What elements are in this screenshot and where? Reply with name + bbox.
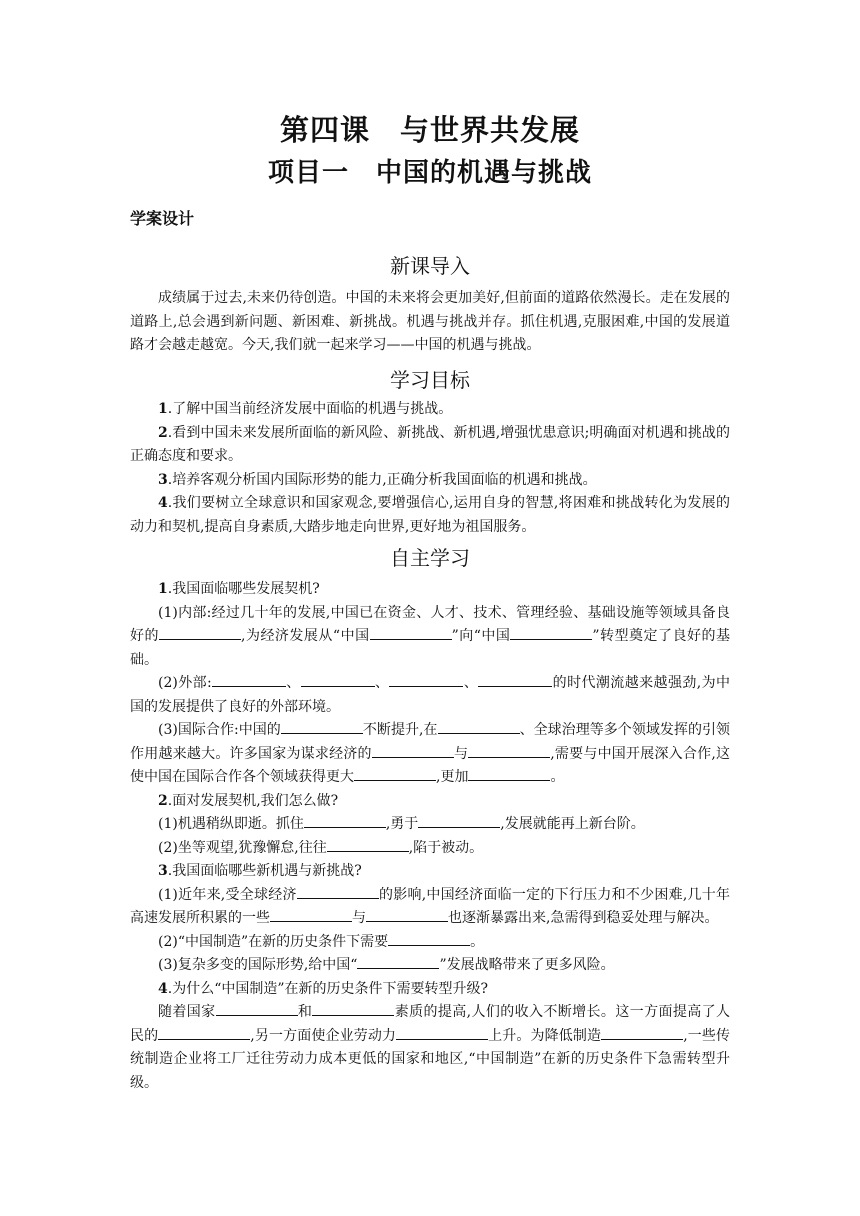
- heading-intro: 新课导入: [390, 254, 470, 278]
- goals-block: [130, 398, 730, 539]
- lesson-title: 第四课 与世界共发展: [279, 113, 580, 147]
- question: 3.我国面临哪些新机遇与新挑战?: [158, 863, 362, 879]
- question: 4.为什么“中国制造”在新的历史条件下需要转型升级?: [158, 980, 489, 997]
- fill-blank[interactable]: [370, 625, 452, 640]
- fill-blank[interactable]: [216, 1001, 298, 1016]
- fill-blank[interactable]: [281, 719, 363, 734]
- fill-blank[interactable]: [388, 931, 470, 946]
- answer-line: (3)国际合作:中国的 不断提升,在 、全球治理等多个领域发挥的引领作用越来越大。许多国家为谋求经济的 与 ,需要与中国开展深入合作,这使中国在国际合作各个领域获得更大 ,更加 。: [130, 719, 730, 790]
- goal-item: 2.看到中国未来发展所面临的新风险、新挑战、新机遇,增强忧患意识;明确面对机遇和挑战的正确态度和要求。: [130, 424, 730, 464]
- fill-blank[interactable]: [510, 625, 592, 640]
- goal-item: 1.了解中国当前经济发展中面临的机遇与挑战。: [158, 401, 453, 417]
- fill-blank[interactable]: [396, 1025, 488, 1040]
- answer-line: (3)复杂多变的国际形势,给中国“ ”发展战略带来了更多风险。: [130, 954, 730, 978]
- heading-goals: 学习目标: [390, 368, 470, 392]
- fill-blank[interactable]: [468, 743, 550, 758]
- fill-blank[interactable]: [601, 1025, 683, 1040]
- fill-blank[interactable]: [418, 813, 500, 828]
- intro-block: [130, 287, 730, 358]
- fill-blank[interactable]: [327, 837, 409, 852]
- question: 1.我国面临哪些发展契机?: [158, 581, 320, 597]
- answer-line: (1)内部:经过几十年的发展,中国已在资金、人才、技术、管理经验、基础设施等领域具备良好的 ,为经济发展从“中国 ”向“中国 ”转型奠定了良好的基础。: [130, 604, 730, 668]
- answer-line: (2)“中国制造”在新的历史条件下需要 。: [130, 931, 730, 955]
- fill-blank[interactable]: [354, 766, 436, 781]
- fill-blank[interactable]: [389, 672, 463, 687]
- fill-blank[interactable]: [297, 884, 379, 899]
- answer-line: (2)坐等观望,犹豫懈怠,往往 ,陷于被动。: [130, 837, 730, 861]
- answer-line: (1)近年来,受全球经济 的影响,中国经济面临一定的下行压力和不少困难,几十年高速发展所积累的一些 与 也逐渐暴露出来,急需得到稳妥处理与解决。: [130, 884, 730, 931]
- fill-blank[interactable]: [357, 954, 439, 969]
- fill-blank[interactable]: [468, 766, 550, 781]
- fill-blank[interactable]: [438, 719, 520, 734]
- fill-blank[interactable]: [304, 813, 386, 828]
- question: 2.面对发展契机,我们怎么做?: [158, 792, 339, 809]
- fill-blank[interactable]: [312, 1001, 394, 1016]
- goal-item: 3.培养客观分析国内国际形势的能力,正确分析我国面临的机遇和挑战。: [158, 471, 597, 488]
- fill-blank[interactable]: [270, 907, 352, 922]
- answer-line: (2)外部: 、 、 、 的时代潮流越来越强劲,为中国的发展提供了良好的外部环境。: [130, 672, 730, 719]
- answer-line: (1)机遇稍纵即逝。抓住 ,勇于 ,发展就能再上新台阶。: [130, 813, 730, 837]
- intro-text: 成绩属于过去,未来仍待创造。中国的未来将会更加美好,但前面的道路依然漫长。走在发展的道路上,总会遇到新问题、新困难、新挑战。机遇与挑战并存。抓住机遇,克服困难,中国的发展道路才会越走越宽。今天,我们就一起来学习——中国的机遇与挑战。: [130, 290, 730, 353]
- heading-self-study: 自主学习: [390, 546, 470, 570]
- goal-item: 4.我们要树立全球意识和国家观念,要增强信心,运用自身的智慧,将困难和挑战转化为发展的动力和契机,提高自身素质,大踏步地走向世界,更好地为祖国服务。: [130, 495, 730, 535]
- answer-line: 随着国家 和 素质的提高,人们的收入不断增长。这一方面提高了人民的 ,另一方面使企业劳动力 上升。为降低制造 ,一些传统制造企业将工厂迁往劳动力成本更低的国家和地区,“中国制造”在新的历史条件下急需转型升级。: [130, 1001, 730, 1095]
- fill-blank[interactable]: [158, 1025, 250, 1040]
- fill-blank[interactable]: [366, 907, 448, 922]
- fill-blank[interactable]: [478, 672, 552, 687]
- fill-blank[interactable]: [372, 743, 454, 758]
- fill-blank[interactable]: [301, 672, 375, 687]
- fill-blank[interactable]: [159, 625, 241, 640]
- fill-blank[interactable]: [212, 672, 286, 687]
- self-study-block: [130, 578, 730, 1095]
- section-label: 学案设计: [130, 209, 195, 228]
- project-subtitle: 项目一 中国的机遇与挑战: [267, 158, 592, 188]
